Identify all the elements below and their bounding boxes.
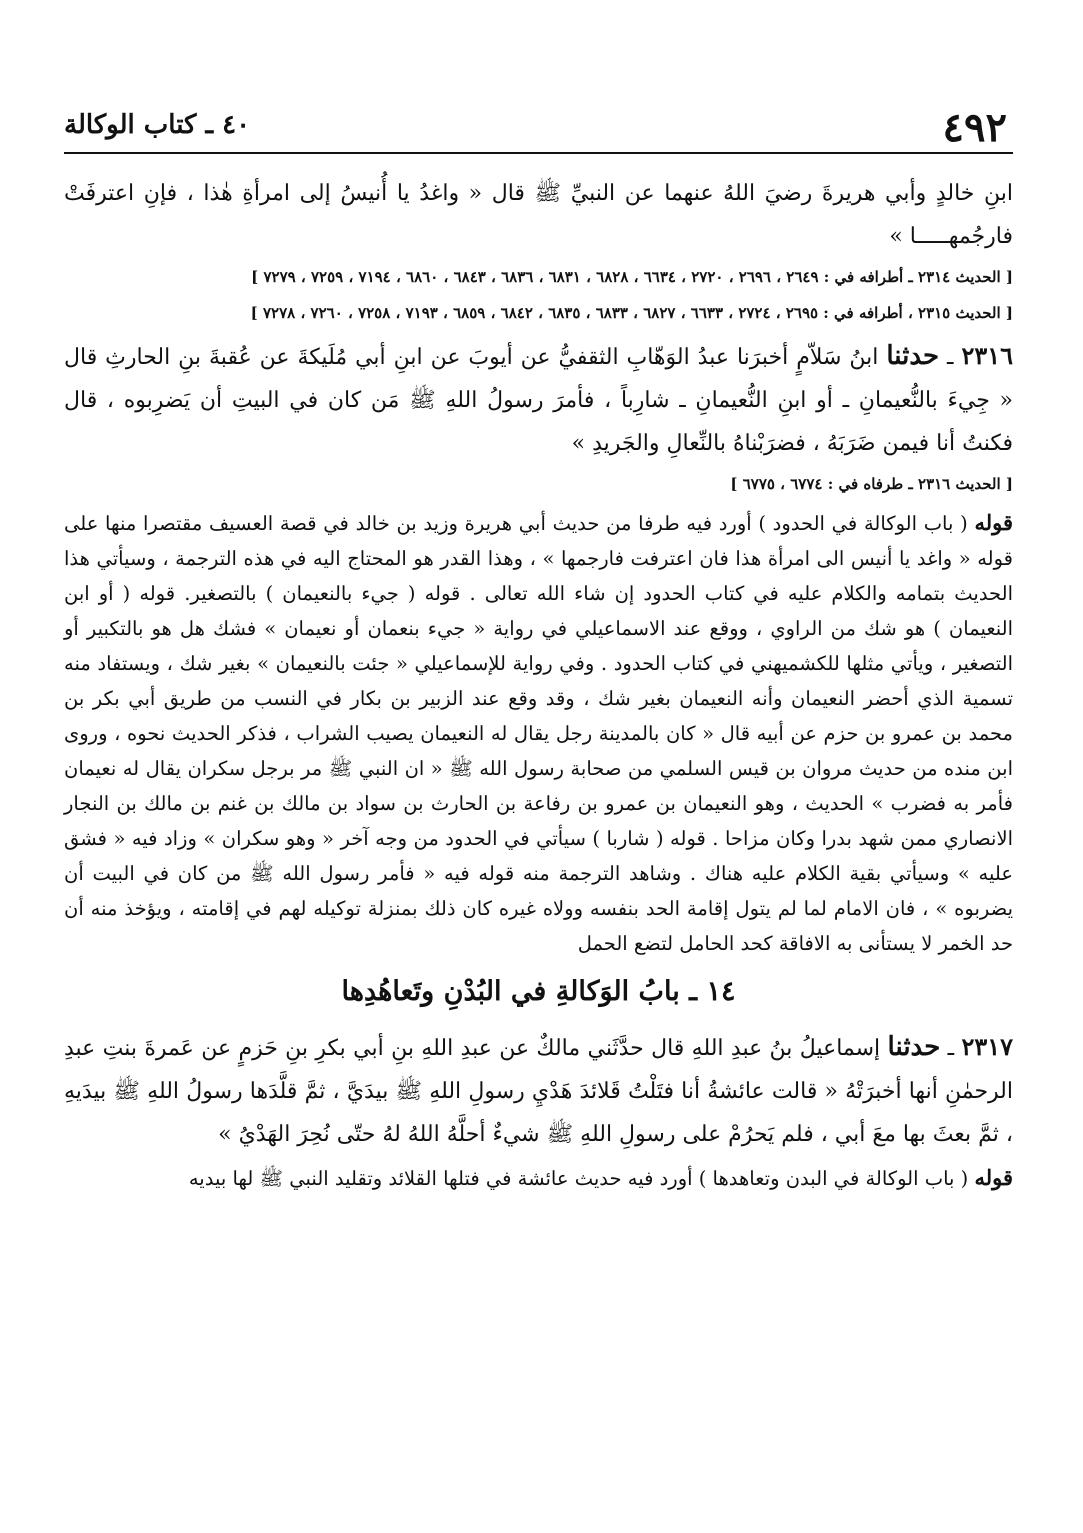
tahdith-word: حدثنا (886, 341, 940, 371)
commentary (64, 505, 1013, 961)
reference-text: [ الحديث ٢٣١٥ ، أطرافه في : ٢٦٩٥ ، ٢٧٢٤ ، ٦٦٣٣ ، ٦٨٢٧ ، ٦٨٣٣ ، ٦٨٣٥ ، ٦٨٤٢ ، ٦٨٥٩ ، ٧١٩٣ ، ٧٢٥٨ ، ٧٢٦٠ ، ٧٢٧٨ ] (250, 304, 1013, 322)
hadith (64, 1025, 1013, 1156)
commentary-text: ( باب الوكالة في البدن وتعاهدها ) أورد فيه حديث عائشة في فتلها القلائد وتقليد النبي ﷺ لها بيديه (188, 1167, 969, 1190)
hadith-number: ٢٣١٧ (961, 1032, 1013, 1061)
chapter-heading (64, 967, 1013, 1017)
dash-separator: ـ (940, 1036, 955, 1061)
page-content (64, 172, 1013, 1196)
tahdith-word: حدثنا (887, 1032, 941, 1062)
chapter-title: ١٤ ـ بابُ الوَكالةِ في البُدْنِ وتَعاهُدِها (341, 976, 736, 1007)
hadith (64, 334, 1013, 465)
page-number: ٤٩٢ (942, 104, 1007, 151)
page-header (64, 100, 1013, 154)
hadith-continuation (64, 172, 1013, 258)
hadith-reference (64, 298, 1013, 328)
qawl-word: قوله (974, 510, 1013, 535)
reference-text: [ الحديث ٢٣١٤ ـ أطرافه في : ٢٦٤٩ ، ٢٦٩٦ ، ٢٧٢٠ ، ٦٦٣٤ ، ٦٨٢٨ ، ٦٨٣١ ، ٦٨٣٦ ، ٦٨٤٣ ، ٦٨٦٠ ، ٧١٩٤ ، ٧٢٥٩ ، ٧٢٧٩ ] (251, 268, 1013, 286)
commentary-text: ( باب الوكالة في الحدود ) أورد فيه طرفا من حديث أبي هريرة وزيد بن خالد في قصة العسيف مقتصرا منها على قوله « واغد يا أنيس الى امرأة هذا فان اعترفت فارجمها » ، وهذا القدر هو المحتاج اليه في هذه الترجمة ، وسيأتي هذا الحديث بتمامه والكلام عليه في كتاب الحدود إن شاء الله تعالى . قوله ( جيء بالنعيمان ) بالتصغير. قوله ( أو ابن النعيمان ) هو شك من الراوي ، ووقع عند الاسماعيلي في رواية « جيء بنعمان أو نعيمان » فشك هل هو بالتكبير أو التصغير ، ويأتي مثلها للكشميهني في كتاب الحدود . وفي رواية للإسماعيلي « جئت بالنعيمان » بغير شك ، ويستفاد منه تسمية الذي أحضر النعيمان وأنه النعيمان بغير شك ، وقد وقع عند الزبير بن بكار في النسب من طريق أبي بكر بن محمد بن عمرو بن حزم عن أبيه قال « كان بالمدينة رجل يقال له النعيمان يصيب الشراب ، فذكر الحديث نحوه ، وروى ابن منده من حديث مروان بن قيس السلمي من صحابة رسول الله ﷺ « ان النبي ﷺ مر برجل سكران يقال له نعيمان فأمر به فضرب » الحديث ، وهو النعيمان بن عمرو بن رفاعة بن الحارث بن سواد بن مالك بن غنم بن مالك بن النجار الانصاري ممن شهد بدرا وكان مزاحا . قوله ( شاربا ) سيأتي في الحدود من وجه آخر « وهو سكران » وزاد فيه « فشق عليه » وسيأتي بقية الكلام عليه هناك . وشاهد الترجمة منه قوله فيه « فأمر رسول الله ﷺ من كان في البيت أن يضربوه » ، فان الامام لما لم يتول إقامة الحد بنفسه وولاه غيره كان ذلك بمنزلة توكيله لهم في إقامته ، ويؤخذ منه أن حد الخمر لا يستأنى به الافاقة كحد الحامل لتضع الحمل (64, 512, 1013, 955)
reference-text: [ الحديث ٢٣١٦ ـ طرفاه في : ٦٧٧٤ ، ٦٧٧٥ ] (730, 475, 1013, 493)
dash-separator: ـ (939, 345, 954, 370)
hadith-text: إسماعيلُ بنُ عبدِ اللهِ قال حدَّثَني مالكٌ عن عبدِ اللهِ بنِ أبي بكرِ بنِ حَزمٍ عن عَمرةَ بنتِ عبدِ الرحمٰنِ أنها أخبرَتْهُ « قالت عائشةُ أنا فتَلْتُ قَلائدَ هَدْيِ رسولِ اللهِ ﷺ بيدَيَّ ، ثمَّ قلَّدَها رسولُ اللهِ ﷺ بيدَيهِ ، ثمَّ بعثَ بها معَ أبي ، فلم يَحرُمْ على رسولِ اللهِ ﷺ شيءٌ أحلَّهُ اللهُ لهُ حتّى نُحِرَ الهَدْيُ » (64, 1036, 1013, 1147)
hadith-number: ٢٣١٦ (961, 341, 1013, 370)
hadith-reference (64, 469, 1013, 499)
commentary (64, 1160, 1013, 1196)
hadith-text: ابنُ سَلاّمٍ أخبرَنا عبدُ الوَهّابِ الثقفيُّ عن أيوبَ عن ابنِ أبي مُلَيكةَ عن عُقبةَ بنِ الحارثِ قال « جِيءَ بالنُّعيمانِ ـ أو ابنِ النُّعيمانِ ـ شارِباً ، فأمرَ رسولُ اللهِ ﷺ مَن كان في البيتِ أن يَضرِبوه ، قال فكنتُ أنا فيمن ضَرَبَهُ ، فضرَبْناهُ بالنِّعالِ والجَريدِ » (64, 345, 1013, 456)
hadith-text: ابنِ خالدٍ وأبي هريرةَ رضيَ اللهُ عنهما عن النبيِّ ﷺ قال « واغدُ يا أُنيسُ إلى امرأةِ هٰذا ، فإنِ اعترفَتْ فارجُمهـــــا » (64, 181, 1013, 249)
qawl-word: قوله (974, 1165, 1013, 1190)
book-title: ٤٠ ـ كتاب الوكالة (64, 110, 251, 140)
hadith-reference (64, 262, 1013, 292)
